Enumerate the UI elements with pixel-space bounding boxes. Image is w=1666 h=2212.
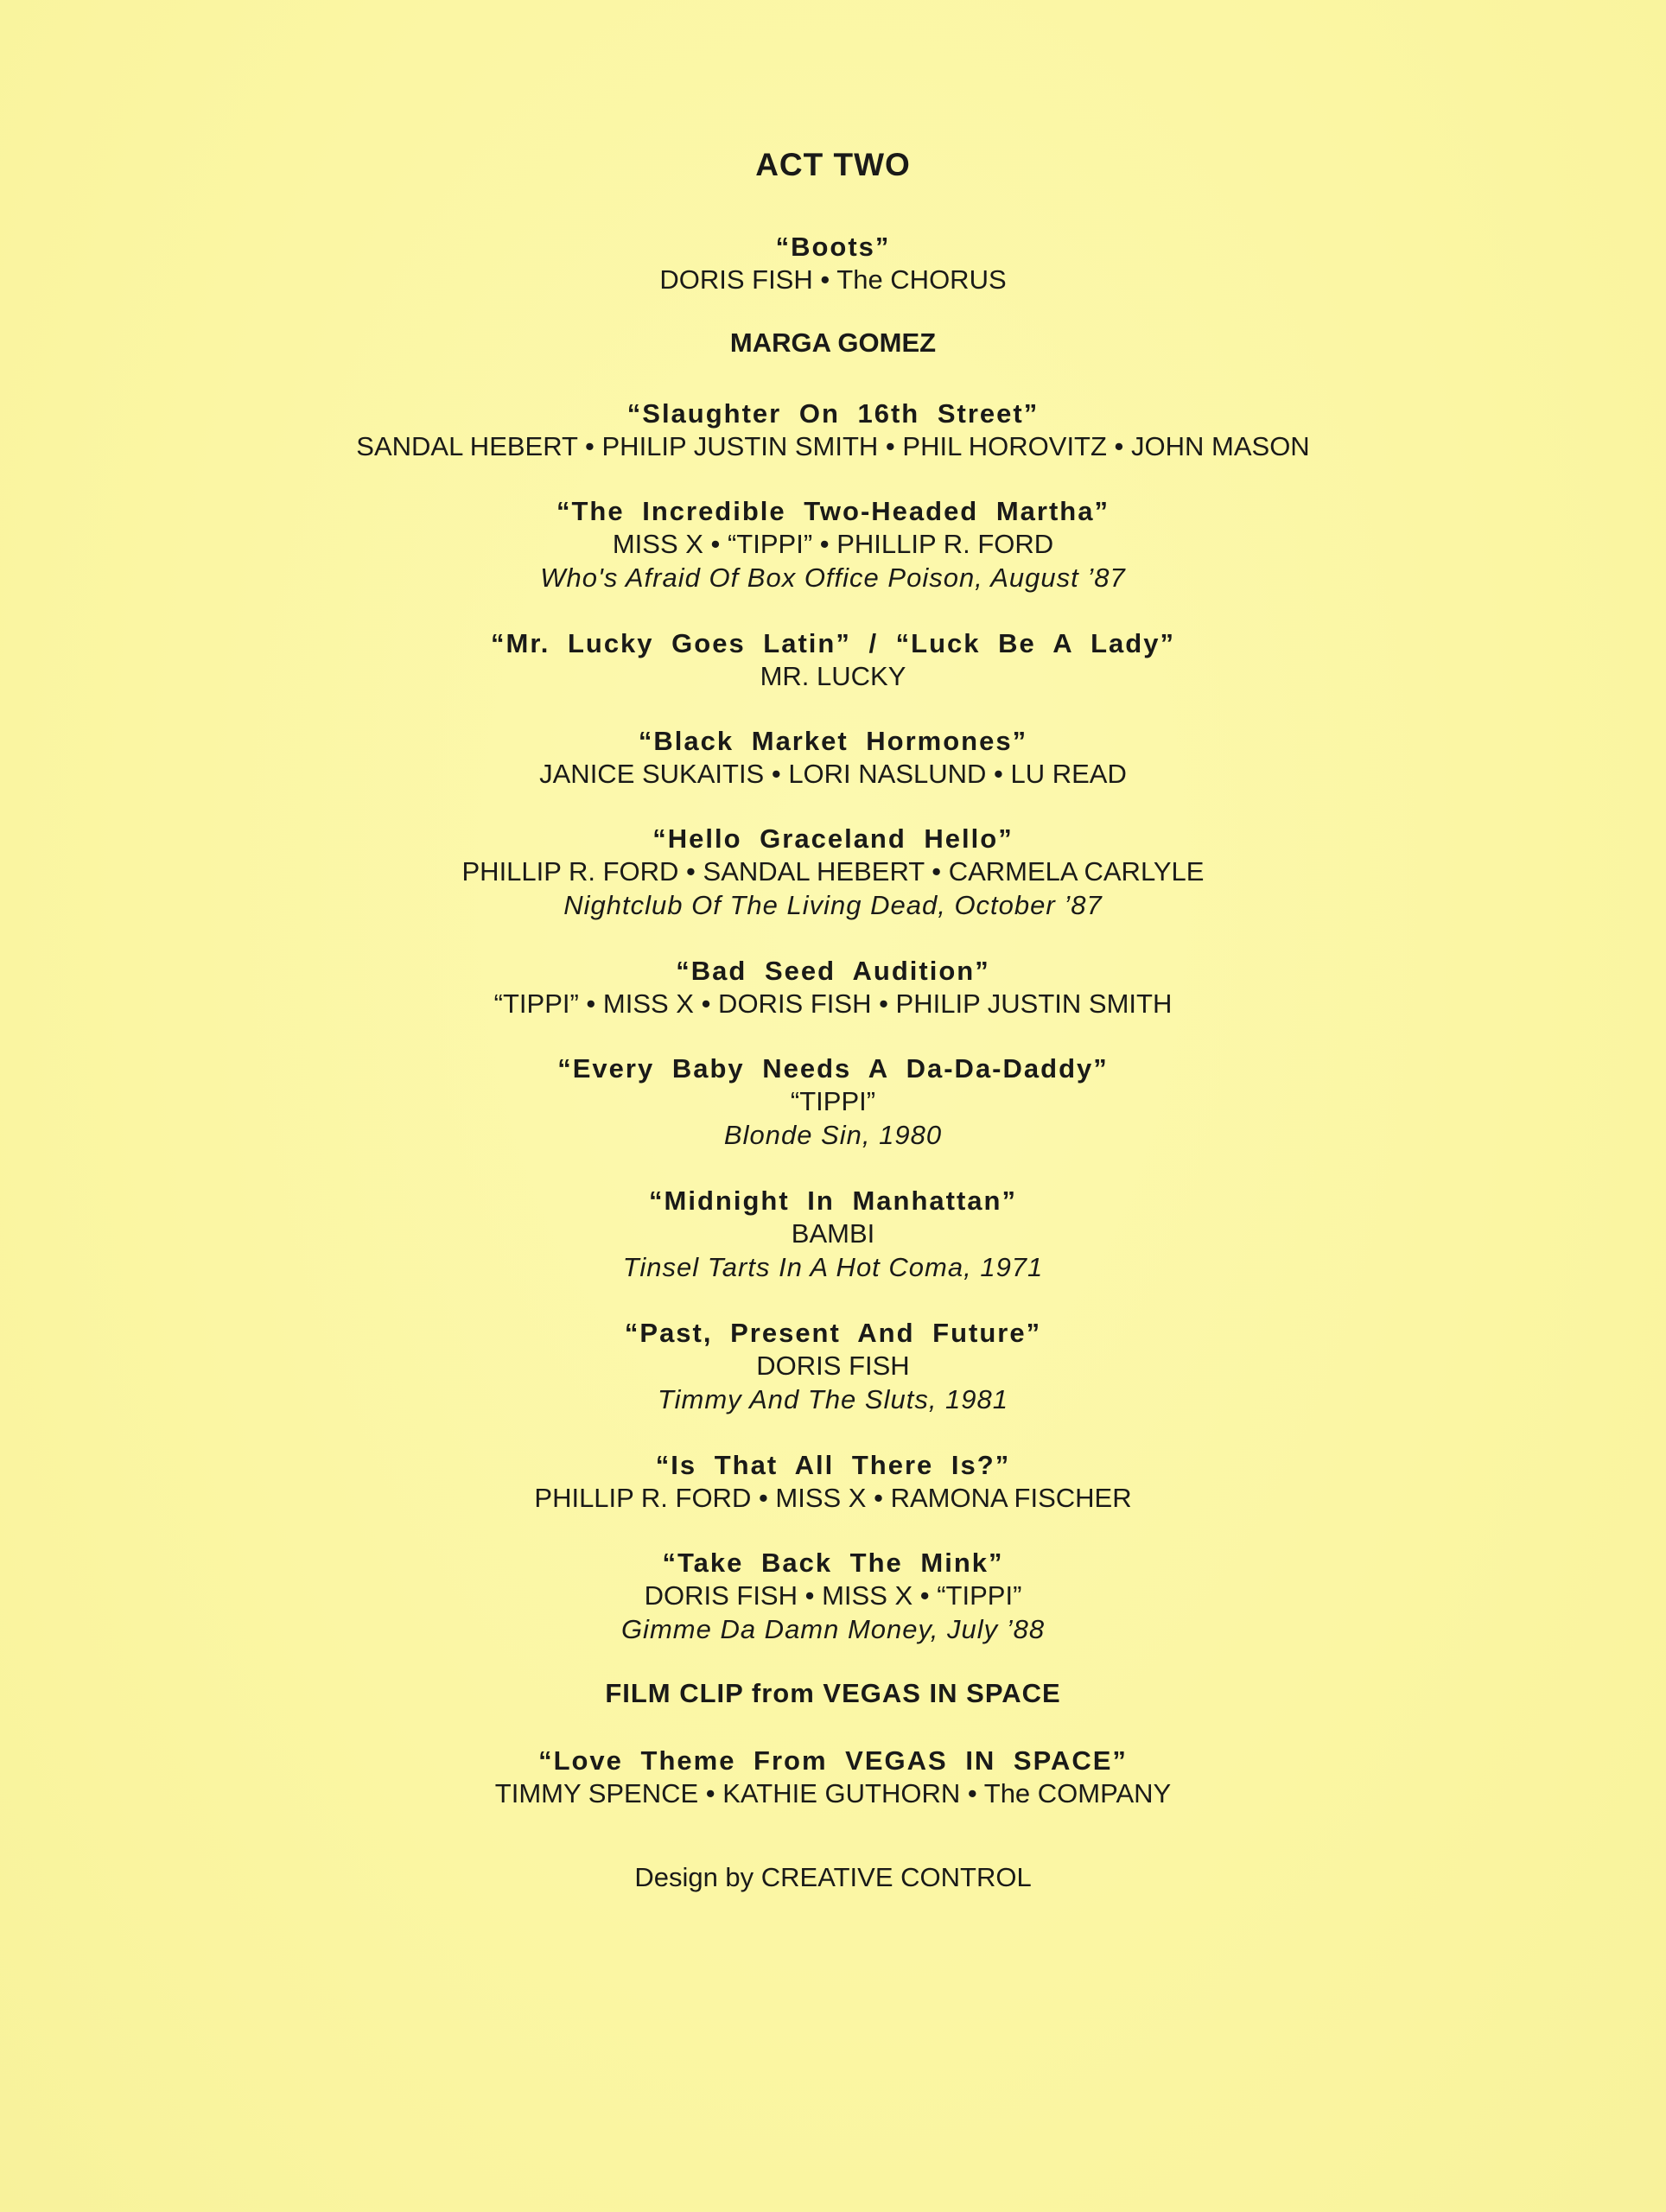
song-title: “Is That All There Is?” [655, 1450, 1011, 1480]
song-title: “Slaughter On 16th Street” [626, 398, 1040, 429]
program-item [0, 230, 1666, 296]
program-item [0, 397, 1666, 463]
performers: DORIS FISH [756, 1351, 910, 1381]
program-item [0, 1184, 1666, 1285]
performers: SANDAL HEBERT • PHILIP JUSTIN SMITH • PHIL HOROVITZ • JOHN MASON [356, 431, 1310, 461]
performers: MR. LUCKY [760, 661, 906, 691]
source-show: Nightclub Of The Living Dead, October ’87 [563, 890, 1103, 920]
source-show: Timmy And The Sluts, 1981 [657, 1384, 1009, 1414]
program-item [0, 724, 1666, 791]
performers: DORIS FISH • The CHORUS [659, 264, 1007, 295]
program-item [0, 626, 1666, 693]
performers: MISS X • “TIPPI” • PHILLIP R. FORD [612, 529, 1054, 559]
act-title: ACT TWO [755, 147, 911, 182]
source-show: Gimme Da Damn Money, July ’88 [620, 1614, 1046, 1644]
song-title: “Midnight In Manhattan” [649, 1185, 1017, 1216]
song-title: “Mr. Lucky Goes Latin” / “Luck Be A Lady” [491, 628, 1175, 658]
program-content [0, 147, 1666, 1893]
song-title: “Love Theme From VEGAS IN SPACE” [538, 1745, 1128, 1776]
featured-performer: MARGA GOMEZ [729, 327, 937, 358]
design-credit: Design by CREATIVE CONTROL [634, 1862, 1032, 1892]
program-item [0, 494, 1666, 595]
performers: JANICE SUKAITIS • LORI NASLUND • LU READ [539, 759, 1127, 789]
source-show: Blonde Sin, 1980 [723, 1120, 943, 1150]
program-item [0, 1546, 1666, 1647]
program-item [0, 1448, 1666, 1515]
performers: PHILLIP R. FORD • MISS X • RAMONA FISCHER [534, 1483, 1132, 1513]
performers: BAMBI [791, 1218, 875, 1249]
program-item [0, 954, 1666, 1020]
program-item [0, 822, 1666, 923]
song-title: “Black Market Hormones” [638, 726, 1028, 756]
performers: TIMMY SPENCE • KATHIE GUTHORN • The COMPANY [494, 1778, 1172, 1808]
program-item [0, 1316, 1666, 1417]
song-title: “The Incredible Two-Headed Martha” [556, 496, 1110, 526]
song-title: “Take Back The Mink” [662, 1548, 1004, 1578]
song-title: “Every Baby Needs A Da-Da-Daddy” [557, 1053, 1109, 1084]
performers: “TIPPI” [790, 1086, 876, 1116]
performers: DORIS FISH • MISS X • “TIPPI” [644, 1580, 1022, 1611]
song-title: “Hello Graceland Hello” [652, 823, 1014, 854]
performers: “TIPPI” • MISS X • DORIS FISH • PHILIP JUSTIN SMITH [493, 988, 1173, 1019]
program-item [0, 1052, 1666, 1153]
song-title: “Past, Present And Future” [624, 1318, 1042, 1348]
film-clip-heading: FILM CLIP from VEGAS IN SPACE [605, 1678, 1061, 1708]
source-show: Who's Afraid Of Box Office Poison, August ’87 [540, 563, 1126, 593]
performers: PHILLIP R. FORD • SANDAL HEBERT • CARMELA CARLYLE [461, 856, 1205, 887]
song-title: “Bad Seed Audition” [676, 956, 990, 986]
source-show: Tinsel Tarts In A Hot Coma, 1971 [622, 1252, 1044, 1282]
song-title: “Boots” [775, 232, 891, 262]
finale-item [0, 1744, 1666, 1810]
